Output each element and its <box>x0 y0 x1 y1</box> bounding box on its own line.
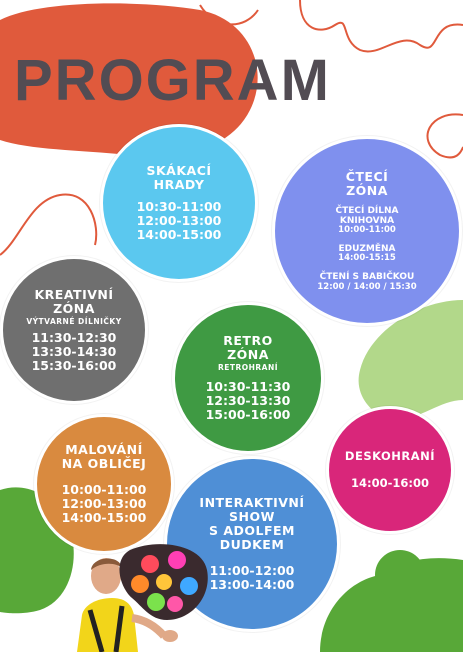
zone-times <box>62 483 147 525</box>
zone-title-line: MALOVÁNÍ <box>65 442 143 457</box>
zone-subtitle: VÝTVARNÉ DÍLNIČKY <box>26 316 122 326</box>
zone-title-line: DUDKEM <box>219 537 285 552</box>
performer-photo <box>72 540 222 652</box>
activity-block <box>335 206 398 236</box>
zone-title-line: INTERAKTIVNÍ <box>199 495 305 510</box>
zone-title <box>34 288 113 316</box>
performer-shirt <box>77 598 138 652</box>
drum-pad-red <box>141 555 159 573</box>
circle-kreativni-zona <box>0 256 148 404</box>
time-slot: 11:30-12:30 <box>31 329 117 345</box>
zone-title-line: S ADOLFEM <box>208 523 295 538</box>
zone-times <box>137 200 222 242</box>
time-slot: 10:30-11:00 <box>136 199 222 214</box>
zone-title-line: SKÁKACÍ <box>146 163 212 178</box>
activity-block <box>317 272 416 292</box>
drum-pad-green <box>147 593 165 611</box>
zone-title-line: DESKOHRANÍ <box>344 449 436 464</box>
zone-title-line: ZÓNA <box>346 182 388 198</box>
zone-title <box>345 450 435 463</box>
zone-times <box>210 564 295 592</box>
zone-title-line: ZÓNA <box>227 347 269 362</box>
time-slot: 14:00-15:00 <box>136 227 222 242</box>
zone-title <box>146 164 211 192</box>
green-blob-right-bump <box>375 550 425 600</box>
time-slot: 15:00-16:00 <box>205 407 291 422</box>
zone-title-line: NA OBLIČEJ <box>61 456 147 471</box>
zone-title-line: KREATIVNÍ <box>34 286 114 302</box>
activity-name: ČTECÍ DÍLNA <box>335 205 399 216</box>
zone-times <box>351 477 429 490</box>
zone-title <box>346 170 389 198</box>
time-slot: 13:00-14:00 <box>209 577 295 592</box>
time-slot: 14:00-16:00 <box>351 476 429 490</box>
zone-title-line: RETRO <box>223 333 273 348</box>
time-slot: 15:30-16:00 <box>31 357 117 373</box>
activity-name: ČTENÍ S BABIČKOU <box>319 272 415 283</box>
page-title: PROGRAM <box>14 48 331 113</box>
zone-title-line: HRADY <box>153 177 205 192</box>
circle-deskohrani <box>326 406 454 534</box>
zone-title-line: ZÓNA <box>53 300 95 316</box>
zone-title <box>223 334 272 362</box>
drum-pad-yellow <box>156 574 172 590</box>
time-slot: 10:00-11:00 <box>61 482 147 497</box>
zone-times <box>32 331 117 373</box>
top-right-squiggle-line <box>300 0 463 51</box>
drum-pad-orange <box>131 575 149 593</box>
zone-title-line: ČTECÍ <box>345 168 389 184</box>
circle-malovani-na-oblicej <box>34 414 174 554</box>
performer-hand <box>162 630 178 642</box>
performer-arm <box>132 618 164 636</box>
time-slot: 14:00-15:00 <box>61 510 147 525</box>
circle-skakaci-hrady <box>100 124 258 282</box>
time-slot: 12:00-13:00 <box>136 213 222 228</box>
activity-name: EDUZMĚNA <box>338 244 396 255</box>
activity-block <box>338 244 396 264</box>
zone-subtitle: RETROHRANÍ <box>217 363 279 372</box>
activity-time: 10:00-11:00 <box>338 225 396 236</box>
time-slot: 12:00-13:00 <box>61 496 147 511</box>
drum-pad-blue <box>180 577 198 595</box>
time-slot: 10:30-11:30 <box>205 379 291 394</box>
zone-title <box>62 443 147 471</box>
activity-time: 14:00-15:15 <box>338 253 396 264</box>
right-loop-line <box>428 114 463 157</box>
time-slot: 12:30-13:30 <box>205 393 291 408</box>
zone-title-line: SHOW <box>229 509 275 524</box>
left-wave-line <box>0 195 96 255</box>
zone-times <box>206 380 291 422</box>
activity-time: 12:00 / 14:00 / 15:30 <box>317 281 417 292</box>
drum-pad-magenta <box>168 551 186 569</box>
activity-name: KNIHOVNA <box>339 216 395 226</box>
time-slot: 13:30-14:30 <box>31 343 117 359</box>
circle-retro-zona <box>172 302 324 454</box>
circle-cteci-zona <box>272 136 462 326</box>
time-slot: 11:00-12:00 <box>209 563 295 578</box>
drum-pad-pink <box>167 596 183 612</box>
